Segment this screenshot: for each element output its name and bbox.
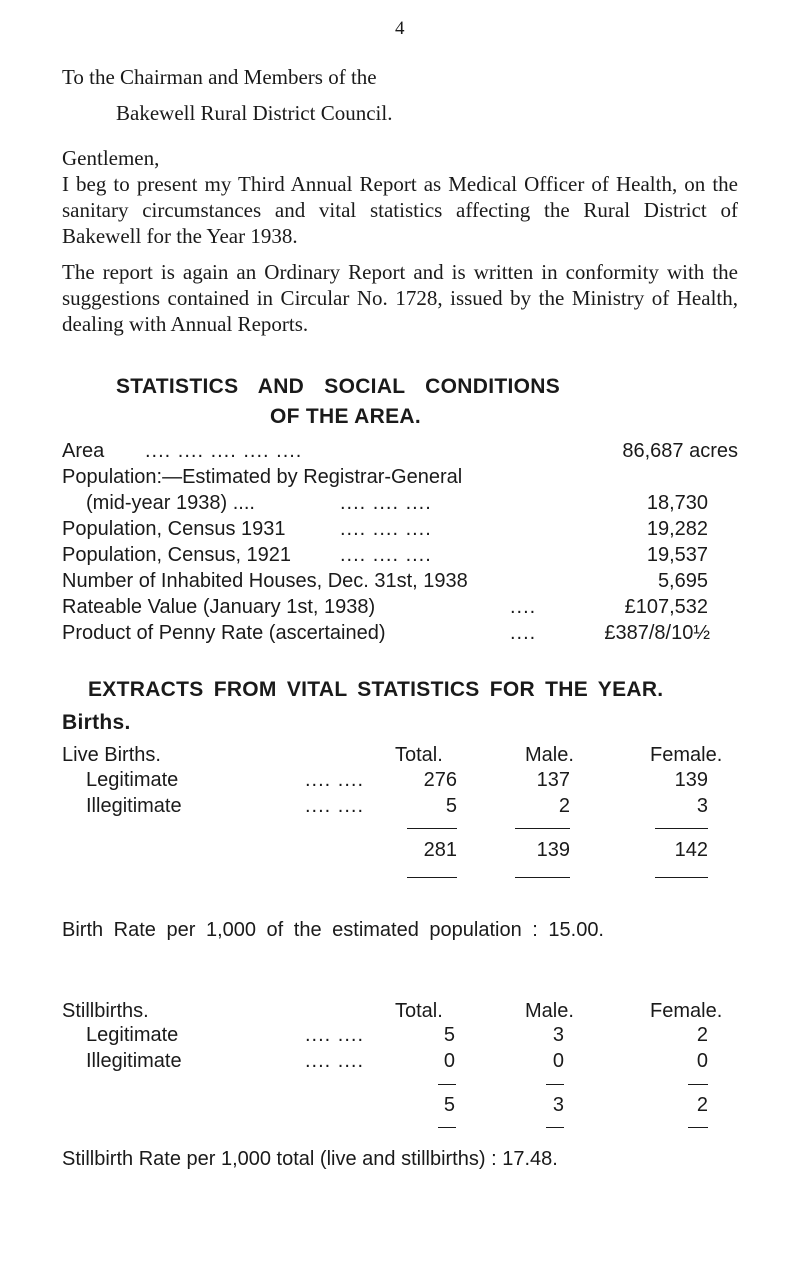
stats-row-census-1921-label: Population, Census, 1921 <box>62 544 292 566</box>
stillbirths-row-legitimate-female: 2 <box>696 1024 708 1046</box>
address-line-2: Bakewell Rural District Council. <box>116 101 393 125</box>
births-totals-total: 281 <box>423 839 457 861</box>
births-total-rule-bottom <box>407 877 457 878</box>
stillbirths-row-illegitimate-male: 0 <box>552 1050 564 1072</box>
births-row-legitimate-label: Legitimate <box>86 769 179 791</box>
stillbirths-totals-female: 2 <box>696 1094 708 1116</box>
births-row-legitimate-total: 276 <box>423 769 457 791</box>
births-header-male: Male. <box>525 744 574 766</box>
stillbirths-row-illegitimate-dots: .... .... <box>305 1050 365 1072</box>
stillbirths-totals-male: 3 <box>552 1094 564 1116</box>
paragraph-conformity-text: The report is again an Ordinary Report and is written in conformity with the suggestions contained in Circular No. 1728, issued by the Ministry of Health, dealing with Annual Reports. <box>62 260 738 336</box>
stillbirths-header-female: Female. <box>650 1000 723 1022</box>
births-female-rule-top <box>655 828 708 829</box>
stillbirth-rate-text: Stillbirth Rate per 1,000 total (live and stillbirths) : 17.48. <box>62 1148 558 1170</box>
stillbirths-total-rule-bottom <box>438 1127 456 1128</box>
births-header-female: Female. <box>650 744 723 766</box>
birth-rate-text: Birth Rate per 1,000 of the estimated population : 15.00. <box>62 919 604 941</box>
stillbirths-row-illegitimate-female: 0 <box>696 1050 708 1072</box>
stats-row-midyear-dots: .... .... .... <box>340 492 432 514</box>
stats-row-penny-rate-value: £387/8/10½ <box>604 622 710 644</box>
stats-row-census-1931-value: 19,282 <box>646 518 708 540</box>
stillbirths-row-legitimate-total: 5 <box>443 1024 455 1046</box>
stillbirths-male-rule-top <box>546 1084 564 1085</box>
stats-title-line-2: OF THE AREA. <box>270 405 421 428</box>
births-female-rule-bottom <box>655 877 708 878</box>
stats-row-area-dots: .... .... .... .... .... <box>145 440 303 462</box>
stats-row-population-label: Population:—Estimated by Registrar-General <box>62 466 463 488</box>
births-header-label: Live Births. <box>62 744 161 766</box>
stats-row-census-1921-dots: .... .... .... <box>340 544 432 566</box>
births-header-total: Total. <box>395 744 443 766</box>
births-row-illegitimate-male: 2 <box>558 795 570 817</box>
stillbirths-row-legitimate-dots: .... .... <box>305 1024 365 1046</box>
paragraph-intro-text: I beg to present my Third Annual Report as Medical Officer of Health, on the sanitary circumstances and vital statistics affecting the Rural District of Bakewell for the Year 1938. <box>62 172 738 248</box>
stats-row-houses-value: 5,695 <box>657 570 708 592</box>
stats-row-rateable-value: £107,532 <box>624 596 708 618</box>
births-row-legitimate-male: 137 <box>536 769 570 791</box>
births-row-illegitimate-dots: .... .... <box>305 795 365 817</box>
page-number: 4 <box>395 18 405 39</box>
births-heading: Births. <box>62 711 131 734</box>
stats-title-line-1: STATISTICS AND SOCIAL CONDITIONS <box>116 375 560 398</box>
stillbirths-female-rule-top <box>688 1084 708 1085</box>
stillbirths-totals-total: 5 <box>443 1094 455 1116</box>
paragraph-conformity <box>62 259 738 337</box>
stats-row-census-1921-value: 19,537 <box>646 544 708 566</box>
address-line-1: To the Chairman and Members of the <box>62 65 377 89</box>
stillbirths-total-rule-top <box>438 1084 456 1085</box>
stats-row-rateable-label: Rateable Value (January 1st, 1938) <box>62 596 376 618</box>
births-row-illegitimate-total: 5 <box>445 795 457 817</box>
stats-row-census-1931-label: Population, Census 1931 <box>62 518 286 540</box>
stillbirths-row-illegitimate-total: 0 <box>443 1050 455 1072</box>
stillbirths-female-rule-bottom <box>688 1127 708 1128</box>
births-row-legitimate-female: 139 <box>674 769 708 791</box>
stats-row-midyear-value: 18,730 <box>646 492 708 514</box>
stillbirths-row-illegitimate-label: Illegitimate <box>86 1050 182 1072</box>
births-totals-female: 142 <box>674 839 708 861</box>
stats-row-houses-label: Number of Inhabited Houses, Dec. 31st, 1938 <box>62 570 468 592</box>
stats-row-area-value: 86,687 acres <box>622 440 738 462</box>
births-male-rule-bottom <box>515 877 570 878</box>
stillbirths-row-legitimate-label: Legitimate <box>86 1024 179 1046</box>
stillbirths-header-male: Male. <box>525 1000 574 1022</box>
stillbirths-header-total: Total. <box>395 1000 443 1022</box>
stats-row-census-1931-dots: .... .... .... <box>340 518 432 540</box>
births-male-rule-top <box>515 828 570 829</box>
stillbirths-header-label: Stillbirths. <box>62 1000 149 1022</box>
stillbirths-male-rule-bottom <box>546 1127 564 1128</box>
stats-row-rateable-dots: .... <box>510 596 537 618</box>
births-row-illegitimate-label: Illegitimate <box>86 795 182 817</box>
births-row-illegitimate-female: 3 <box>696 795 708 817</box>
stats-row-penny-rate-dots: .... <box>510 622 537 644</box>
births-row-legitimate-dots: .... .... <box>305 769 365 791</box>
stats-row-area-label: Area <box>62 440 105 462</box>
vital-stats-title: EXTRACTS FROM VITAL STATISTICS FOR THE YEAR. <box>88 678 664 701</box>
births-total-rule-top <box>407 828 457 829</box>
stats-row-midyear-label: (mid-year 1938) .... <box>86 492 255 514</box>
paragraph-intro <box>62 171 738 249</box>
stillbirths-row-legitimate-male: 3 <box>552 1024 564 1046</box>
births-totals-male: 139 <box>536 839 570 861</box>
salutation: Gentlemen, <box>62 146 160 170</box>
stats-row-penny-rate-label: Product of Penny Rate (ascertained) <box>62 622 386 644</box>
